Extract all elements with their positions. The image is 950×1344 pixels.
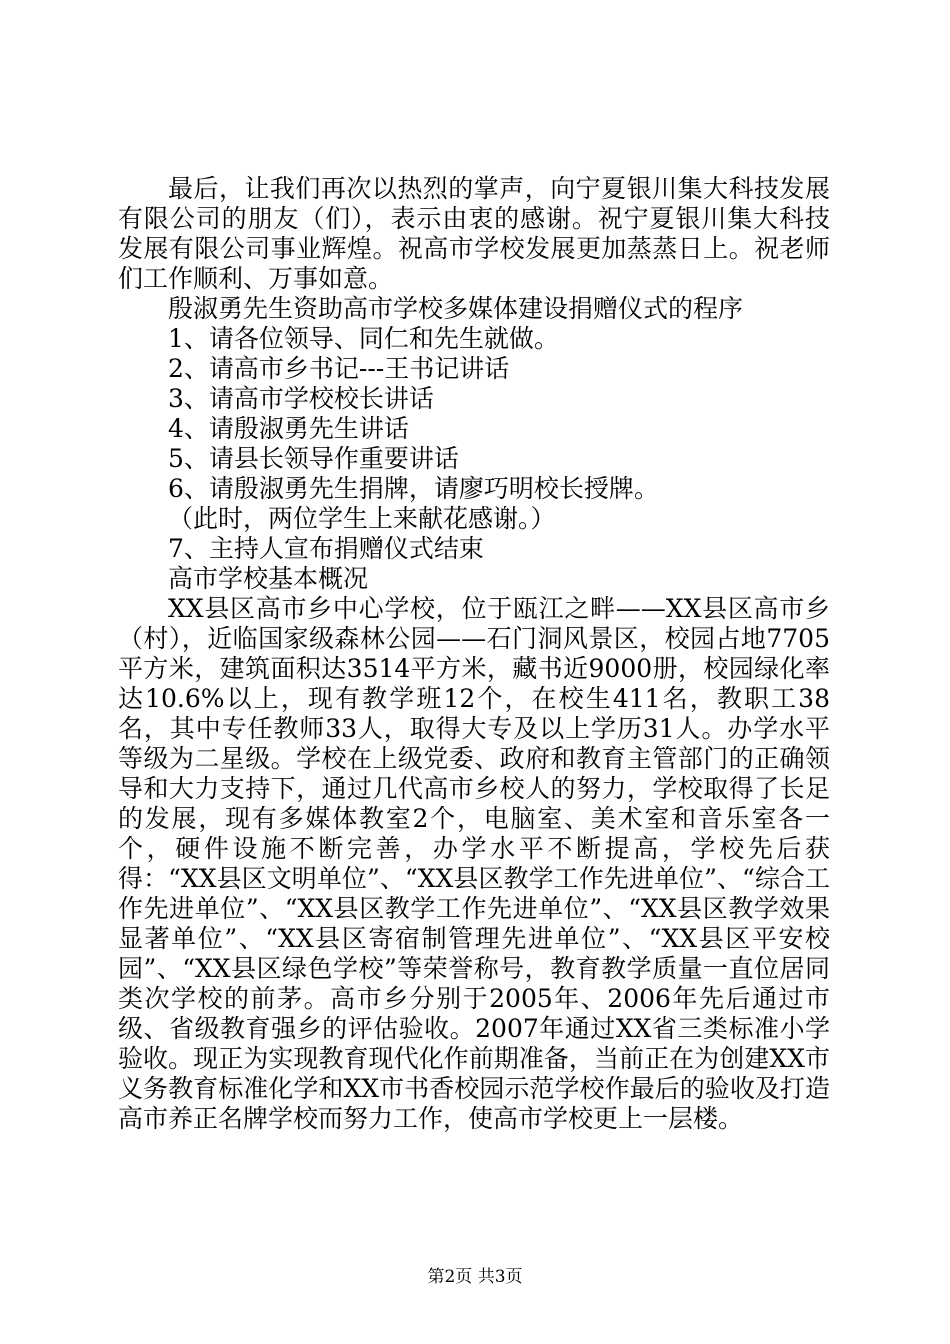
program-item-1: 1、请各位领导、同仁和先生就做。 [168,324,559,353]
page-number-footer: 第2页 共3页 [427,1267,523,1287]
closing-paragraph: 最后，让我们再次以热烈的掌声，向宁夏银川集大科技发展有限公司的朋友（们），表示由衷的感谢。祝宁夏银川集大科技发展有限公司事业辉煌。祝高市学校发展更加蒸蒸日上。祝老师们工作顺利、万事如意。 [118,174,830,293]
program-item-6: 6、请殷淑勇先生捐牌，请廖巧明校长授牌。 [168,474,659,503]
program-item-4: 4、请殷淑勇先生讲话 [168,414,409,443]
document-body [118,174,830,1134]
program-item-5: 5、请县长领导作重要讲话 [168,444,459,473]
program-item-2: 2、请高市乡书记---王书记讲话 [168,354,510,383]
program-item-3: 3、请高市学校校长讲话 [168,384,434,413]
program-note: （此时，两位学生上来献花感谢。） [168,504,556,533]
school-overview-paragraph: XX县区高市乡中心学校，位于瓯江之畔——XX县区高市乡（村），近临国家级森林公园——石门洞风景区，校园占地7705平方米，建筑面积达3514平方米，藏书近9000册，校园绿化率达10.6%以上，现有教学班12个，在校生411名，教职工38名，其中专任教师33人，取得大专及以上学历31人。办学水平等级为二星级。学校在上级党委、政府和教育主管部门的正确领导和大力支持下，通过几代高市乡校人的努力，学校取得了长足的发展，现有多媒体教室2个，电脑室、美术室和音乐室各一个，硬件设施不断完善，办学水平不断提高，学校先后获得：“XX县区文明单位”、“XX县区教学工作先进单位”、“综合工作先进单位”、“XX县区教学工作先进单位”、“XX县区教学效果显著单位”、“XX县区寄宿制管理先进单位”、“XX县区平安校园”、“XX县区绿色学校”等荣誉称号，教育教学质量一直位居同类次学校的前茅。高市乡分别于2005年、2006年先后通过市级、省级教育强乡的评估验收。2007年通过XX省三类标准小学验收。现正为实现教育现代化作前期准备，当前正在为创建XX市义务教育标准化学和XX市书香校园示范学校作最后的验收及打造高市养正名牌学校而努力工作，使高市学校更上一层楼。 [118,594,830,1133]
program-item-7: 7、主持人宣布捐赠仪式结束 [168,534,484,563]
school-overview-title: 高市学校基本概况 [168,564,369,593]
ceremony-program-title: 殷淑勇先生资助高市学校多媒体建设捐赠仪式的程序 [168,294,744,323]
